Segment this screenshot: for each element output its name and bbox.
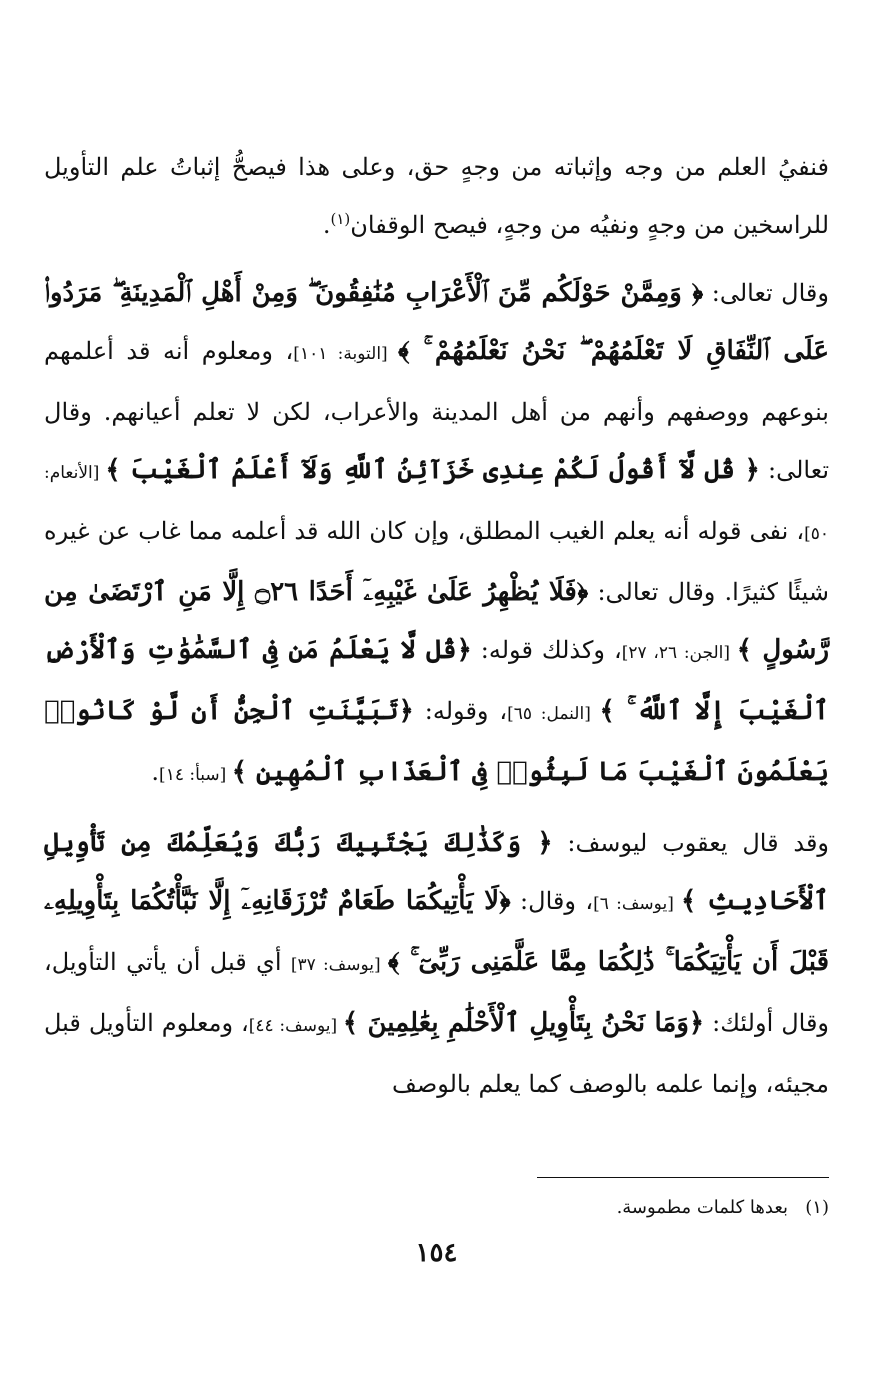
footnote-marker: (١) <box>805 1197 829 1218</box>
body-text: ، ومعلوم أنه قد أعلمهم بنوعهم ووصفهم وأنهم من أهل المدينة والأعراب، لكن لا تعلم أعيانهم. وقال تعالى: <box>44 337 829 484</box>
body-text: ، وقوله: <box>413 697 508 725</box>
quran-verse: ﴿لَا يَأْتِيكُمَا طَعَامٌ تُرْزَقَانِهِۦٓ إِلَّا نَبَّأْتُكُمَا بِتَأْوِيلِهِۦ قَبْلَ أَن يَأْتِيَكُمَا ۚ ذَٰلِكُمَا مِمَّا عَلَّمَنِى رَبِّىٓ ۚ ﴾ <box>44 886 830 977</box>
main-text <box>44 138 829 1113</box>
body-text: ، ومعلوم التأويل قبل مجيئه، وإنما علمه بالوصف كما يعلم بالوصف <box>44 1009 829 1098</box>
quran-verse: ﴿وَمَا نَحْنُ بِتَأْوِيلِ ٱلْأَحْلَٰمِ بِعَٰلِمِينَ ﴾ <box>342 1008 705 1038</box>
body-text: ، وكذلك قوله: <box>471 636 622 664</box>
footnote-divider <box>537 1177 829 1178</box>
quran-verse: ﴿فَلَا يُظْهِرُ عَلَىٰ غَيْبِهِۦٓ أَحَدًا ۝٢٦ إِلَّا مَنِ ٱرْتَضَىٰ مِن رَّسُولٍ ﴾ <box>44 577 830 665</box>
verse-reference: [يوسف: ٣٧] <box>290 955 388 975</box>
verse-reference: [التوبة: ١٠١] <box>293 344 399 364</box>
verse-reference: [الجن: ٢٦، ٢٧] <box>621 643 737 663</box>
body-text: ، نفى قوله أنه يعلم الغيب المطلق، وإن كان الله قد أعلمه مما غاب عن غيره شيئًا كثيرًا. وقال تعالى: <box>44 517 829 606</box>
body-text: فنفيُ العلم من وجه وإثباته من وجهٍ حق، وعلى هذا فيصحُّ إثباتُ علم التأويل للراسخين من وجهٍ ونفيُه من وجهٍ، فيصح الوقفان <box>44 153 830 239</box>
paragraph <box>44 814 829 1113</box>
quran-verse: ﴿ وَمِمَّنْ حَوْلَكُم مِّنَ ٱلْأَعْرَابِ مُنَٰفِقُونَ ۖ وَمِنْ أَهْلِ ٱلْمَدِينَةِ ۖ مَرَدُوا۟ عَلَى ٱلنِّفَاقِ لَا تَعْلَمُهُمْ ۖ نَحْنُ نَعْلَمُهُمْ ۚ ﴾ <box>44 278 829 366</box>
body-text: أي قبل أن يأتي التأويل، وقال أولئك: <box>44 948 830 1037</box>
verse-reference: [يوسف: ٦] <box>593 894 682 914</box>
quran-verse: ﴿ وَكَذَٰلِكَ يَجْتَبِيكَ رَبُّكَ وَيُعَلِّمُكَ مِن تَأْوِيلِ ٱلْأَحَادِيثِ ﴾ <box>44 828 829 916</box>
body-text: . <box>322 211 331 239</box>
footnote <box>329 1194 829 1222</box>
verse-reference: [النمل: ٦٥] <box>507 704 600 724</box>
verse-reference: [الأنعام: ٥٠] <box>44 463 829 544</box>
verse-reference: [يوسف: ٤٤] <box>248 1016 343 1036</box>
paragraph <box>44 138 829 254</box>
footnote-text: بعدها كلمات مطموسة. <box>616 1197 789 1218</box>
paragraph <box>44 264 829 804</box>
body-text: . <box>151 758 160 786</box>
footnote-reference: (١) <box>330 210 351 228</box>
quran-verse: ﴿ قُل لَّآ أَقُولُ لَكُمْ عِندِى خَزَآئِنُ ٱللَّهِ وَلَآ أَعْلَمُ ٱلْغَيْبَ ﴾ <box>105 455 760 485</box>
page-number: ١٥٤ <box>415 1238 458 1268</box>
body-text: وقد قال يعقوب ليوسف: <box>552 829 830 857</box>
body-text: ، وقال: <box>510 887 594 915</box>
body-text: وقال تعالى: <box>703 279 829 307</box>
verse-reference: [سبأ: ١٤] <box>159 765 232 785</box>
quran-verse: ﴿تَبَيَّنَتِ ٱلْجِنُّ أَن لَّوْ كَانُوا۟ يَعْلَمُونَ ٱلْغَيْبَ مَا لَبِثُوا۟ فِى ٱلْعَذَابِ ٱلْمُهِينِ ﴾ <box>44 696 829 787</box>
quran-verse: ﴿قُل لَّا يَعْلَمُ مَن فِى ٱلسَّمَٰوَٰتِ وَٱلْأَرْضِ ٱلْغَيْبَ إِلَّا ٱللَّهُ ۚ ﴾ <box>44 635 829 726</box>
